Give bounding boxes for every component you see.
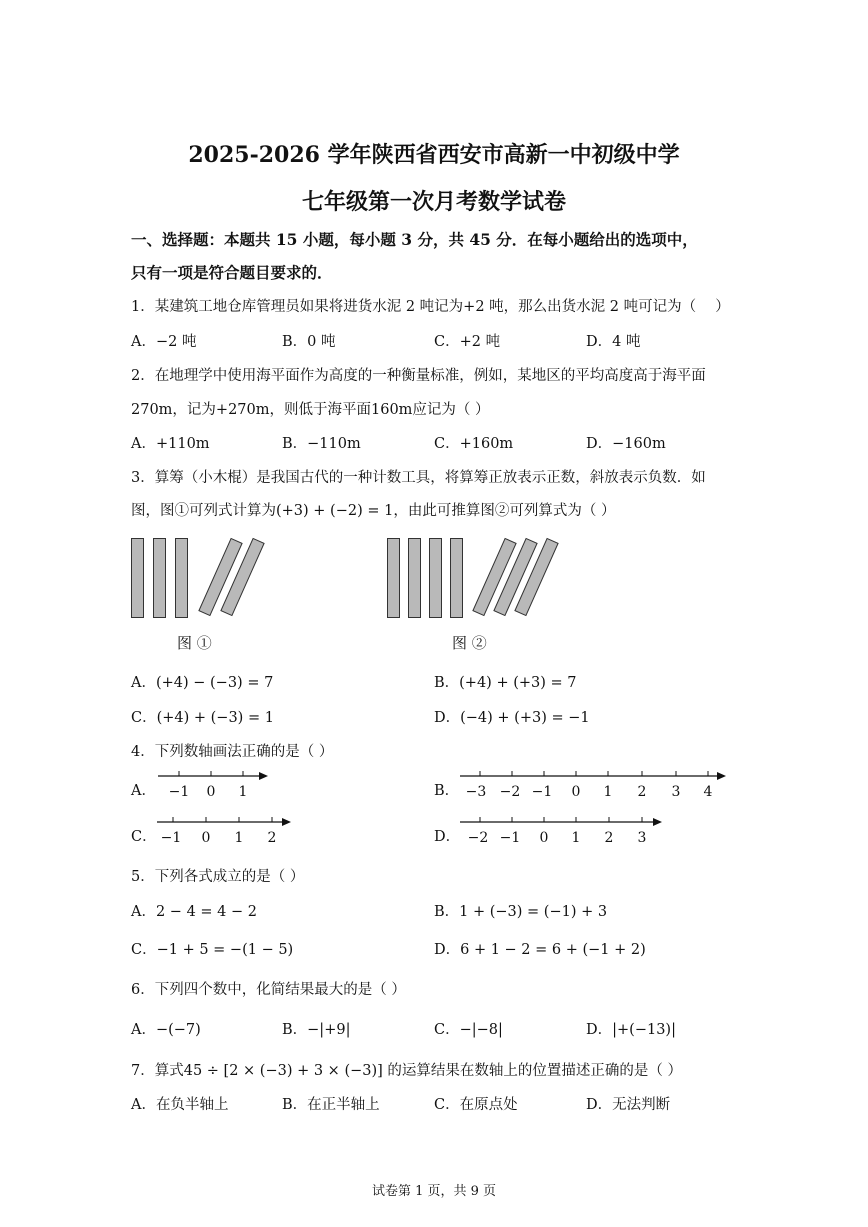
q3-stem-line1: 3．算筹（小木棍）是我国古代的一种计数工具，将算筹正放表示正数，斜放表示负数．如 <box>131 470 706 486</box>
q7-option-d: D．无法判断 <box>586 1097 671 1113</box>
q3-option-c: C．(+4) + (−3) = 1 <box>131 710 274 726</box>
q1-stem: 1．某建筑工地仓库管理员如果将进货水泥 2 吨记为+2 吨，那么出货水泥 2 吨可记为（ ） <box>131 299 730 315</box>
tick-label: 0 <box>201 830 211 846</box>
q7-option-c: C．在原点处 <box>434 1097 518 1113</box>
section-heading-line2: 只有一项是符合题目要求的． <box>131 263 333 282</box>
q6-option-d: D．|+(−13)| <box>586 1022 676 1038</box>
q2-stem-line2: 270m，记为+270m，则低于海平面160m应记为（ ） <box>131 402 490 418</box>
tick-label: 1 <box>238 784 248 800</box>
q1-option-d: D．4 吨 <box>586 334 641 350</box>
q4-option-a-letter: A． <box>131 783 156 799</box>
exam-title-line2: 七年级第一次月考数学试卷 <box>301 189 566 215</box>
q5-option-b: B．1 + (−3) = (−1) + 3 <box>434 904 608 920</box>
q4-option-c-letter: C． <box>131 829 157 845</box>
number-line-c <box>155 812 295 846</box>
tick-label: −2 <box>499 784 521 800</box>
q7-option-b: B．在正半轴上 <box>282 1097 380 1113</box>
q2-option-d: D．−160m <box>586 436 666 452</box>
tick-label: 0 <box>571 784 581 800</box>
tick-label: 2 <box>637 784 647 800</box>
tick-label: 2 <box>604 830 614 846</box>
page-footer: 试卷第 1 页，共 9 页 <box>371 1184 497 1199</box>
q1-option-b: B．0 吨 <box>282 334 336 350</box>
q5-stem: 5．下列各式成立的是（ ） <box>131 869 305 885</box>
q7-stem: 7．算式45 ÷ [2 × (−3) + 3 × (−3)] 的运算结果在数轴上的位置描述正确的是（ ） <box>131 1063 683 1079</box>
tick-label: 1 <box>234 830 244 846</box>
tick-label: 0 <box>206 784 216 800</box>
q3-option-a: A．(+4) − (−3) = 7 <box>131 675 274 691</box>
tick-label: −3 <box>465 784 487 800</box>
q6-option-b: B．−|+9| <box>282 1022 351 1038</box>
q7-option-a: A．在负半轴上 <box>131 1097 229 1113</box>
q1-option-a: A．−2 吨 <box>131 334 197 350</box>
q4-stem: 4．下列数轴画法正确的是（ ） <box>131 744 334 760</box>
upright-rod <box>429 538 442 618</box>
q4-option-b-letter: B． <box>434 783 460 799</box>
tick-label: −1 <box>168 784 190 800</box>
q2-option-a: A．+110m <box>131 436 210 452</box>
tick-label: 1 <box>603 784 613 800</box>
q6-option-c: C．−|−8| <box>434 1022 503 1038</box>
q6-option-a: A．−(−7) <box>131 1022 201 1038</box>
tick-label: −1 <box>499 830 521 846</box>
number-line-d <box>458 812 668 846</box>
tick-label: −1 <box>160 830 182 846</box>
tick-label: 1 <box>571 830 581 846</box>
q5-option-d: D．6 + 1 − 2 = 6 + (−1 + 2) <box>434 942 646 958</box>
figure2-caption: 图 ② <box>452 634 487 652</box>
tick-label: −1 <box>531 784 553 800</box>
tick-label: 3 <box>671 784 681 800</box>
upright-rod <box>387 538 400 618</box>
tick-label: −2 <box>467 830 489 846</box>
q1-option-c: C．+2 吨 <box>434 334 501 350</box>
q5-option-a: A．2 − 4 = 4 − 2 <box>131 904 257 920</box>
figure1-caption: 图 ① <box>177 634 212 652</box>
number-line-b <box>458 766 733 800</box>
upright-rod <box>450 538 463 618</box>
tick-label: 2 <box>267 830 277 846</box>
tick-label: 4 <box>703 784 713 800</box>
upright-rod <box>153 538 166 618</box>
q2-stem-line1: 2．在地理学中使用海平面作为高度的一种衡量标准，例如，某地区的平均高度高于海平面 <box>131 368 706 384</box>
q2-option-b: B．−110m <box>282 436 361 452</box>
number-line-a <box>155 766 275 800</box>
q2-option-c: C．+160m <box>434 436 514 452</box>
q4-option-d-letter: D． <box>434 829 461 845</box>
q3-stem-line2: 图，图①可列式计算为(+3) + (−2) = 1，由此可推算图②可列算式为（ ） <box>131 503 616 519</box>
q3-option-d: D．(−4) + (+3) = −1 <box>434 710 590 726</box>
q3-option-b: B．(+4) + (+3) = 7 <box>434 675 577 691</box>
upright-rod <box>408 538 421 618</box>
q5-option-c: C．−1 + 5 = −(1 − 5) <box>131 942 294 958</box>
section-heading-line1: 一、选择题：本题共 15 小题，每小题 3 分，共 45 分．在每小题给出的选项中， <box>131 230 698 249</box>
upright-rod <box>175 538 188 618</box>
exam-title-line1: 2025-2026 学年陕西省西安市高新一中初级中学 <box>188 142 680 168</box>
tick-label: 3 <box>637 830 647 846</box>
tick-label: 0 <box>539 830 549 846</box>
upright-rod <box>131 538 144 618</box>
q6-stem: 6．下列四个数中，化简结果最大的是（ ） <box>131 982 406 998</box>
